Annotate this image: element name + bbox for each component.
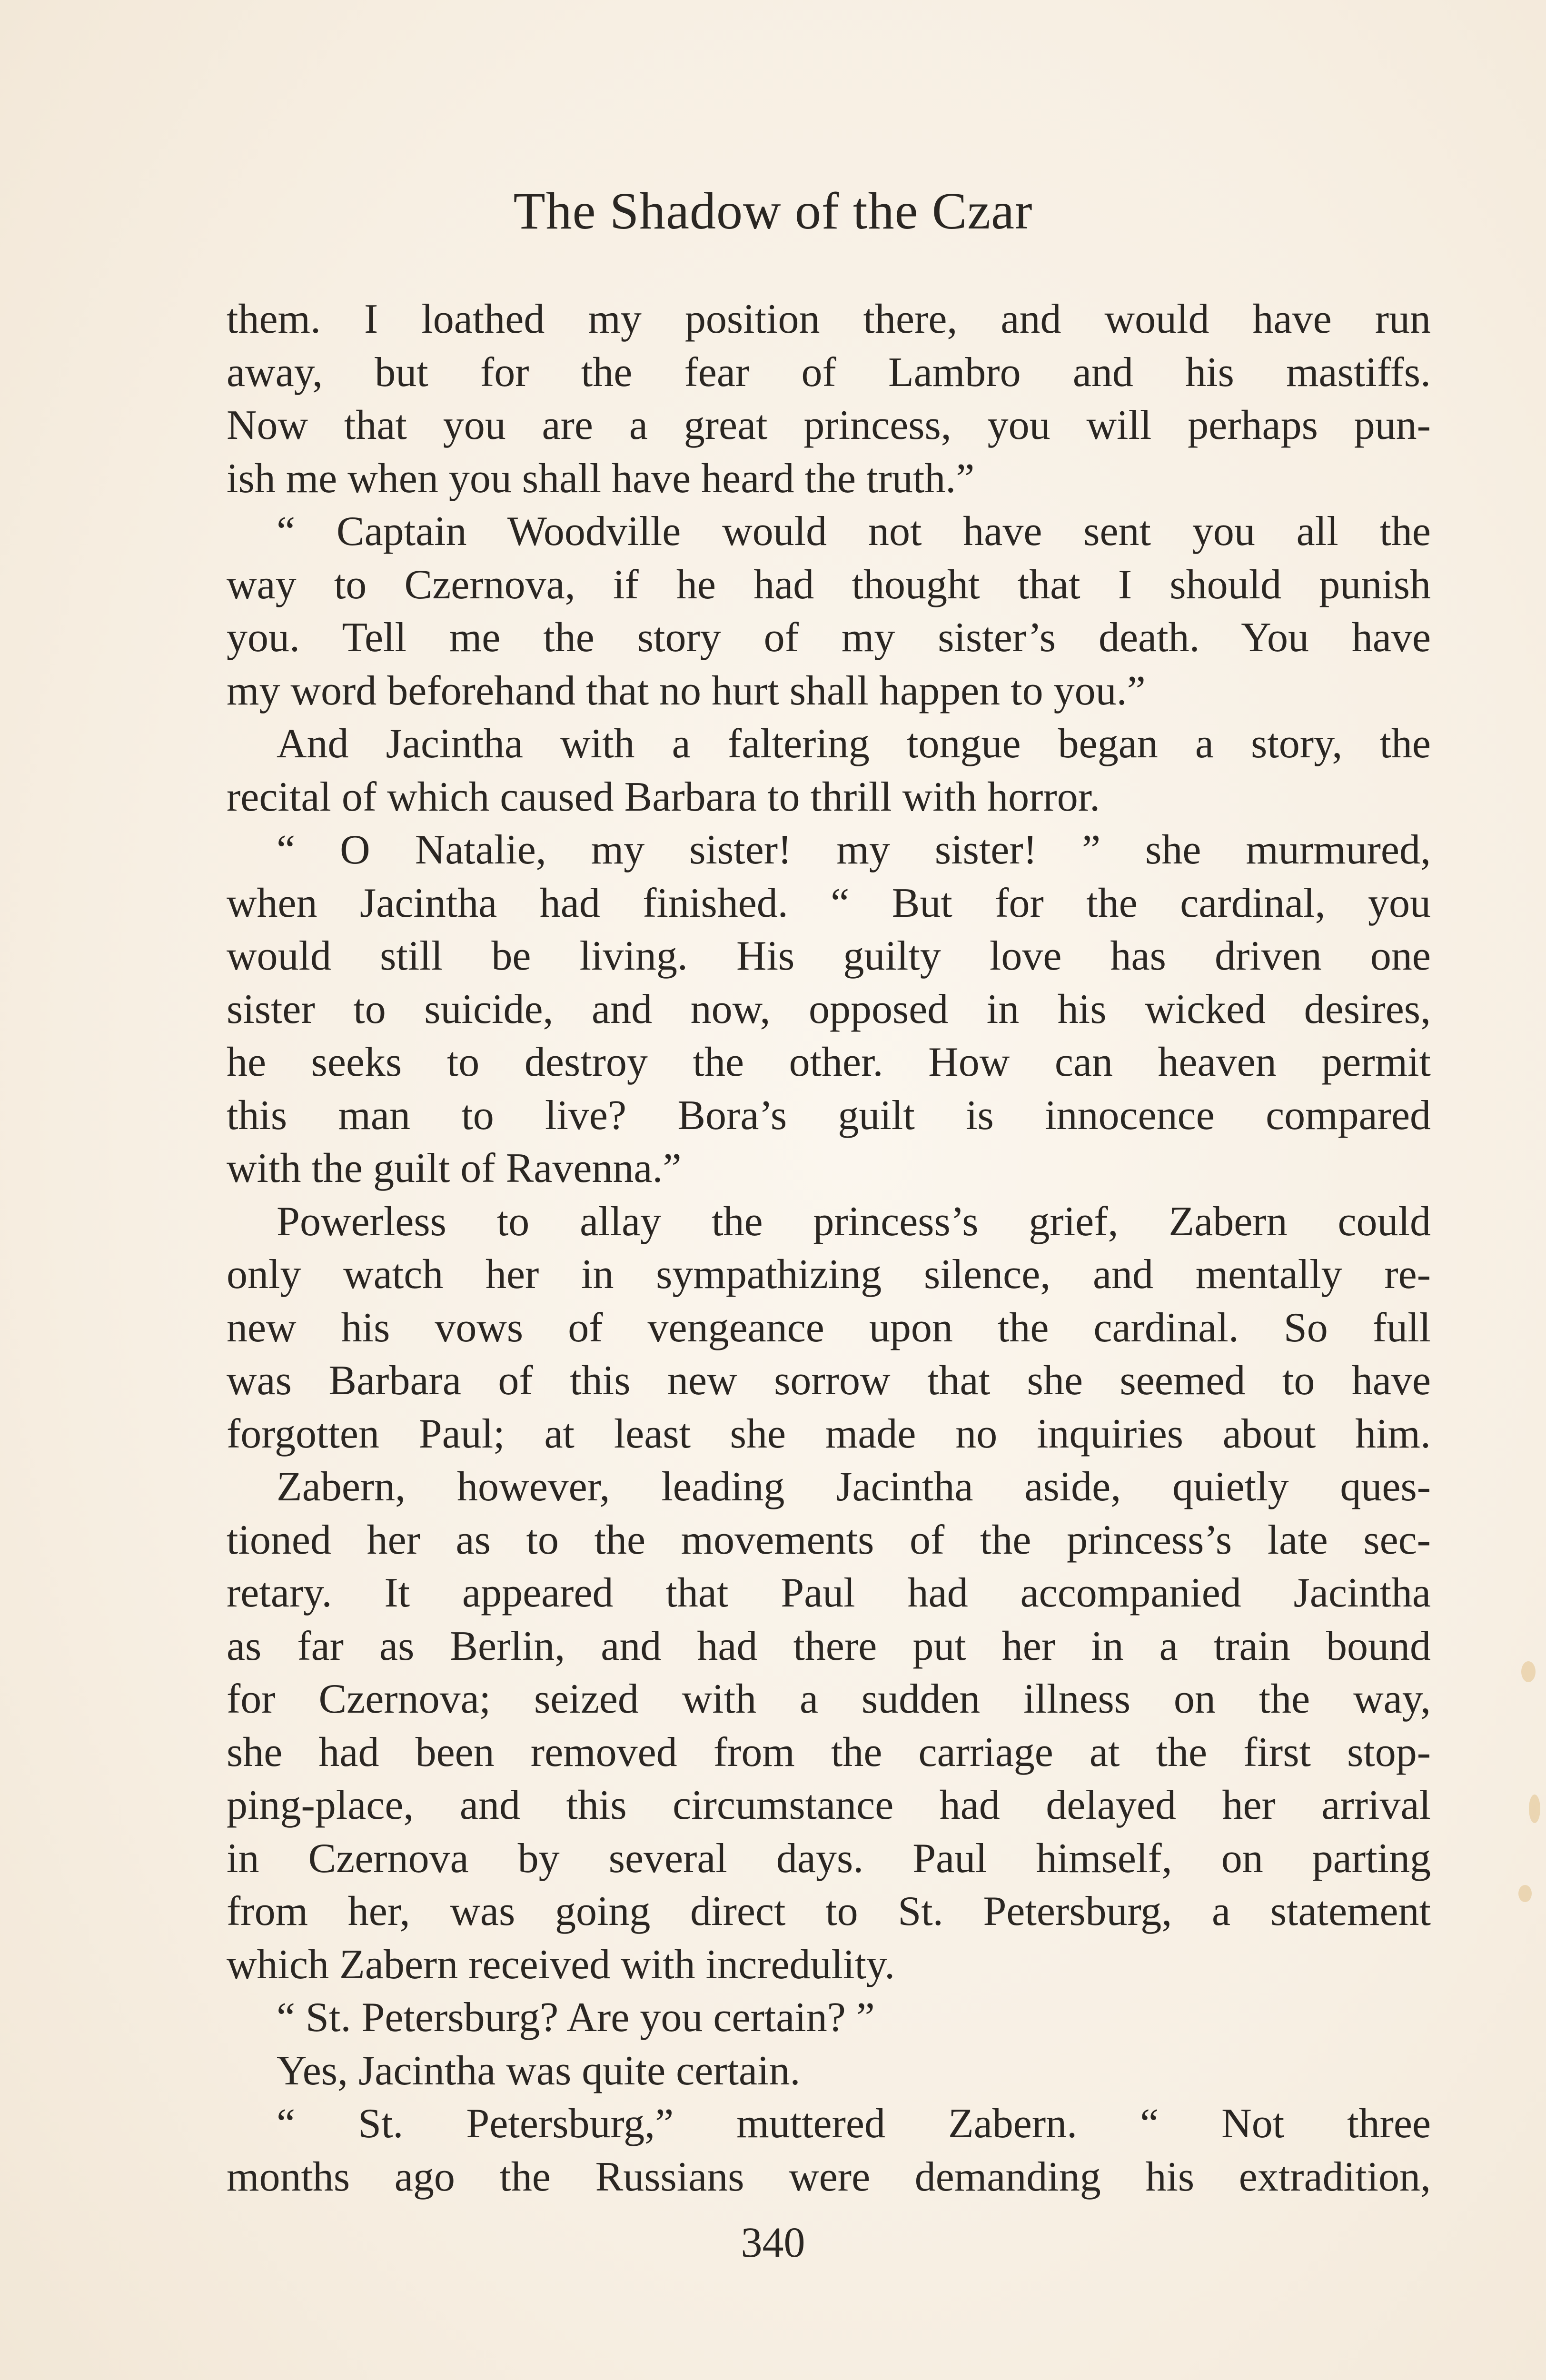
text-line: Powerless to allay the princess’s grief, Zabern could (277, 1198, 1431, 1245)
text-line: he seeks to destroy the other. How can heaven permit (227, 1039, 1431, 1085)
running-head: The Shadow of the Czar (513, 182, 1033, 240)
text-line: “ St. Petersburg,” muttered Zabern. “ Not three (277, 2101, 1431, 2147)
text-line: which Zabern received with incredulity. (227, 1941, 895, 1988)
text-line: ping-place, and this circumstance had delayed her arrival (227, 1782, 1431, 1828)
text-line: And Jacintha with a faltering tongue began a story, the (277, 721, 1431, 767)
text-line: was Barbara of this new sorrow that she seemed to have (227, 1358, 1431, 1404)
text-line: as far as Berlin, and had there put her in a train bound (227, 1623, 1431, 1669)
text-line: sister to suicide, and now, opposed in his wicked desires, (227, 986, 1431, 1032)
text-line: Zabern, however, leading Jacintha aside, quietly ques- (277, 1464, 1431, 1510)
text-line: new his vows of vengeance upon the cardinal. So full (227, 1304, 1431, 1351)
text-line: retary. It appeared that Paul had accompanied Jacintha (227, 1570, 1431, 1616)
text-line: for Czernova; seized with a sudden illness on the way, (227, 1676, 1431, 1722)
text-line: them. I loathed my position there, and would have run (227, 296, 1431, 342)
text-line: ish me when you shall have heard the truth.” (227, 455, 975, 502)
text-line: my word beforehand that no hurt shall happen to you.” (227, 667, 1146, 714)
text-line: from her, was going direct to St. Petersburg, a statement (227, 1888, 1431, 1934)
text-line: in Czernova by several days. Paul himself, on parting (227, 1835, 1431, 1882)
text-line: Now that you are a great princess, you will perhaps pun- (227, 402, 1431, 448)
text-line: Yes, Jacintha was quite certain. (277, 2047, 801, 2094)
text-line: with the guilt of Ravenna.” (227, 1145, 682, 1191)
foxing-stain (1521, 1661, 1536, 1682)
text-line: when Jacintha had finished. “ But for the cardinal, you (227, 880, 1431, 926)
text-line: months ago the Russians were demanding his extradition, (227, 2153, 1431, 2200)
text-line: “ St. Petersburg? Are you certain? ” (277, 1994, 875, 2041)
foxing-stain (1518, 1885, 1532, 1902)
text-line: “ O Natalie, my sister! my sister! ” she murmured, (277, 827, 1431, 873)
page-number: 340 (741, 2219, 805, 2266)
text-line: she had been removed from the carriage at the first stop- (227, 1729, 1431, 1775)
body-text (227, 293, 1431, 2203)
foxing-stain (1529, 1795, 1540, 1823)
text-line: this man to live? Bora’s guilt is innocence compared (227, 1092, 1431, 1139)
text-line: you. Tell me the story of my sister’s death. You have (227, 615, 1431, 661)
text-line: would still be living. His guilty love has driven one (227, 933, 1431, 979)
text-line: recital of which caused Barbara to thrill with horror. (227, 774, 1100, 820)
text-line: way to Czernova, if he had thought that I should punish (227, 561, 1431, 608)
text-line: only watch her in sympathizing silence, and mentally re- (227, 1251, 1431, 1298)
text-line: forgotten Paul; at least she made no inquiries about him. (227, 1410, 1431, 1457)
text-line: “ Captain Woodville would not have sent you all the (277, 508, 1431, 555)
text-line: away, but for the fear of Lambro and his mastiffs. (227, 349, 1431, 396)
text-line: tioned her as to the movements of the princess’s late sec- (227, 1517, 1431, 1563)
